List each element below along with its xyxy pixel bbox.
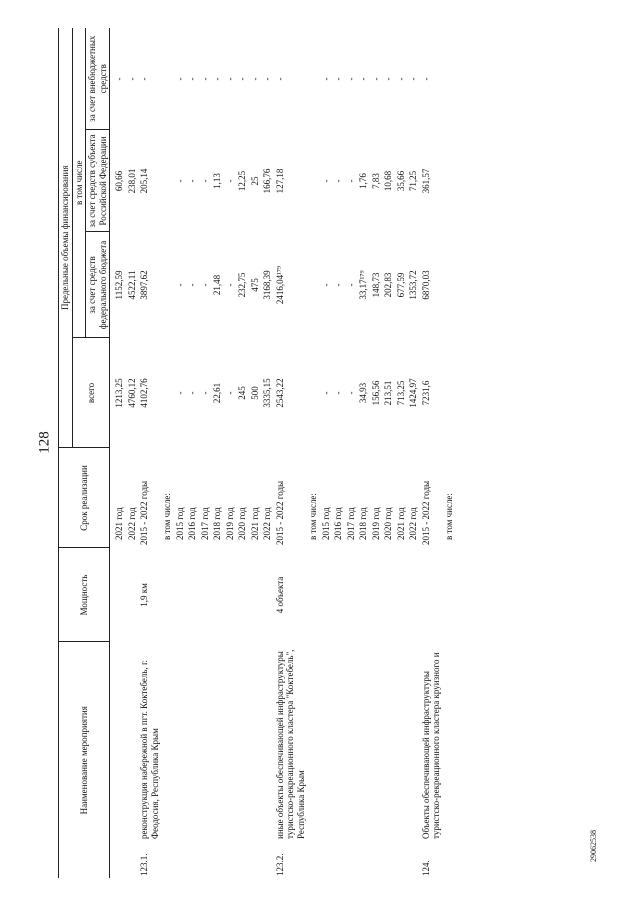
cell-term: 2015 - 2022 годы (420, 480, 431, 545)
cell-term: 2019 год (370, 507, 381, 540)
cell-code (224, 842, 237, 878)
cell-total: 2543,22 (274, 378, 285, 408)
cell-federal: - (187, 283, 197, 287)
table-row (138, 28, 161, 878)
cell-regional: 205,14 (139, 168, 149, 194)
table-row (113, 28, 126, 878)
cell-code (236, 842, 249, 878)
cell-extra: - (345, 77, 356, 81)
cell-regional: 1,13 (212, 173, 222, 189)
cell-total: 1424,97 (408, 378, 418, 408)
cell-federal: - (333, 283, 343, 287)
cell-federal: - (199, 283, 210, 287)
cell-regional: - (320, 179, 331, 183)
cell-name (357, 642, 370, 842)
table-row (161, 28, 174, 878)
cell-term: 2019 год (224, 507, 235, 540)
cell-code (249, 842, 262, 878)
cell-regional: 25 (249, 176, 260, 186)
header-limit: Предельные объемы финансирования (59, 28, 73, 448)
header-regional: за счет средств субъекта Российской Федерации (86, 130, 110, 232)
cell-capacity (370, 548, 383, 642)
cell-code (370, 842, 383, 878)
cell-total (307, 338, 320, 448)
cell-capacity (161, 548, 174, 642)
cell-code (174, 842, 187, 878)
cell-federal: 232,75 (237, 272, 247, 298)
cell-total: - (174, 391, 185, 395)
cell-total: 34,93 (358, 382, 368, 404)
cell-name: реконструкция набережной в пгт. Коктебель, г. Феодосия, Республика Крым (139, 660, 160, 839)
cell-name (113, 642, 126, 842)
rotated-document (58, 28, 638, 878)
cell-regional: - (345, 179, 356, 183)
cell-regional: - (224, 179, 235, 183)
cell-name (161, 642, 174, 842)
cell-code (332, 842, 345, 878)
cell-name (370, 642, 383, 842)
cell-term: 2020 год (383, 507, 393, 540)
cell-extra: - (420, 77, 431, 81)
cell-extra: - (262, 77, 272, 81)
cell-capacity (407, 548, 420, 642)
cell-total: 156,56 (370, 380, 381, 406)
cell-extra: - (320, 77, 331, 81)
cell-name (249, 642, 262, 842)
cell-total: 4102,76 (139, 378, 149, 408)
page-number: 128 (36, 431, 53, 454)
cell-capacity (357, 548, 370, 642)
cell-name (224, 642, 237, 842)
table-row (249, 28, 262, 878)
cell-name (320, 642, 333, 842)
cell-capacity (320, 548, 333, 642)
cell-capacity (420, 548, 443, 642)
header-federal: за счет средств федерального бюджета (86, 232, 110, 338)
cell-code (186, 842, 199, 878)
cell-capacity (332, 548, 345, 642)
cell-name (443, 642, 456, 842)
cell-term: 2016 год (333, 507, 343, 540)
cell-code (407, 842, 420, 878)
table-row (370, 28, 383, 878)
cell-regional: 71,25 (408, 170, 418, 192)
cell-federal: 6870,03 (420, 270, 431, 300)
cell-name (174, 642, 187, 842)
cell-federal: 2416,04¹⁷⁹ (274, 265, 285, 305)
table-row (320, 28, 333, 878)
cell-federal: - (224, 283, 235, 287)
cell-federal: 3168,39 (262, 270, 272, 300)
cell-extra: - (383, 77, 393, 81)
cell-federal: - (174, 283, 185, 287)
cell-capacity (186, 548, 199, 642)
cell-code (395, 842, 408, 878)
cell-extra (307, 28, 320, 130)
cell-total: - (320, 391, 331, 395)
cell-extra: - (395, 77, 406, 81)
cell-capacity (395, 548, 408, 642)
cell-capacity (113, 548, 126, 642)
cell-term: в том числе: (162, 493, 172, 540)
table-row (126, 28, 139, 878)
cell-code (307, 842, 320, 878)
cell-extra: - (333, 77, 343, 81)
cell-total: - (345, 391, 356, 395)
cell-name: Объекты обеспечивающей инфраструктуры туристско-рекреационного кластера круизного и (420, 652, 441, 839)
cell-term: 2020 год (237, 507, 247, 540)
header-total: всего (72, 338, 110, 448)
cell-total: 1213,25 (114, 378, 124, 408)
cell-regional (443, 130, 456, 232)
cell-regional: 238,01 (126, 168, 137, 194)
cell-term: 2022 год (126, 507, 137, 540)
table-row (420, 28, 443, 878)
cell-name (407, 642, 420, 842)
cell-capacity: 1,9 км (139, 583, 149, 607)
cell-regional (161, 130, 174, 232)
cell-term: 2015 - 2022 годы (274, 480, 285, 545)
cell-extra: - (358, 77, 368, 81)
cell-regional: 127,18 (274, 168, 285, 194)
table-row (211, 28, 224, 878)
cell-regional: - (333, 179, 343, 183)
table-row (199, 28, 212, 878)
cell-capacity (199, 548, 212, 642)
header-extra: за счет внебюджетных средств (86, 28, 110, 130)
cell-name: иные объекты обеспечивающей инфраструктуры туристско-рекреационного кластера "Коктебель", Республика Крым (274, 649, 306, 839)
cell-term: 2021 год (249, 507, 260, 540)
table-row (274, 28, 308, 878)
cell-federal: 475 (249, 278, 260, 292)
table-row (382, 28, 395, 878)
cell-capacity (211, 548, 224, 642)
cell-code (345, 842, 358, 878)
cell-name (186, 642, 199, 842)
table-row (186, 28, 199, 878)
cell-code: 123.1. (139, 853, 149, 876)
cell-regional: 7,83 (370, 173, 381, 189)
cell-name (307, 642, 320, 842)
cell-total: 245 (237, 386, 247, 400)
cell-name (395, 642, 408, 842)
cell-federal: 148,73 (370, 272, 381, 298)
cell-extra: - (224, 77, 235, 81)
cell-total: 22,61 (212, 382, 222, 404)
cell-total (161, 338, 174, 448)
cell-federal: 21,48 (212, 274, 222, 296)
cell-regional: - (199, 179, 210, 183)
cell-total: - (224, 391, 235, 395)
table-header (59, 28, 110, 878)
cell-regional: 361,57 (420, 168, 431, 194)
cell-code (199, 842, 212, 878)
cell-code (382, 842, 395, 878)
cell-capacity (224, 548, 237, 642)
cell-term: 2022 год (262, 507, 272, 540)
cell-total: - (187, 391, 197, 395)
cell-regional: 12,25 (237, 170, 247, 192)
cell-capacity (236, 548, 249, 642)
cell-extra: - (114, 77, 124, 81)
cell-extra: - (237, 77, 247, 81)
cell-extra (443, 28, 456, 130)
cell-term: в том числе: (443, 493, 454, 540)
table-row (345, 28, 358, 878)
cell-extra: - (212, 77, 222, 81)
header-term: Срок реализации (59, 448, 110, 548)
cell-code (261, 842, 274, 878)
cell-total: 713,25 (395, 380, 406, 406)
cell-term: 2018 год (358, 507, 368, 540)
cell-regional: 10,68 (383, 170, 393, 192)
cell-term: 2017 год (199, 507, 210, 540)
cell-name (332, 642, 345, 842)
table-row (443, 28, 456, 878)
cell-code (211, 842, 224, 878)
cell-federal: 202,83 (383, 272, 393, 298)
cell-regional: - (187, 179, 197, 183)
cell-total: 500 (249, 386, 260, 400)
cell-code (161, 842, 174, 878)
cell-term: 2021 год (114, 507, 124, 540)
cell-name (345, 642, 358, 842)
cell-total: - (333, 391, 343, 395)
cell-federal: 4522,11 (126, 270, 137, 300)
cell-term: 2022 год (408, 507, 418, 540)
table-row (174, 28, 187, 878)
cell-extra: - (249, 77, 260, 81)
cell-term: 2021 год (395, 507, 406, 540)
cell-code (113, 842, 126, 878)
cell-code (443, 842, 456, 878)
cell-code: 123.2. (274, 853, 285, 876)
header-in-that: в том числе (72, 28, 86, 338)
table-row (224, 28, 237, 878)
cell-federal (443, 232, 456, 338)
cell-term: 2018 год (212, 507, 222, 540)
cell-extra (161, 28, 174, 130)
cell-total: - (199, 391, 210, 395)
table-row (357, 28, 370, 878)
cell-capacity (249, 548, 262, 642)
table-row (407, 28, 420, 878)
cell-total: 7231,6 (420, 380, 431, 406)
cell-total (443, 338, 456, 448)
cell-capacity (261, 548, 274, 642)
cell-regional: 60,66 (114, 170, 124, 192)
cell-federal: - (345, 283, 356, 287)
cell-code: 124. (420, 860, 431, 876)
cell-capacity (345, 548, 358, 642)
cell-extra: - (274, 77, 285, 81)
cell-name (382, 642, 395, 842)
cell-federal: 677,59 (395, 272, 406, 298)
header-name: Наименование мероприятия (59, 642, 110, 878)
cell-name (261, 642, 274, 842)
cell-capacity (174, 548, 187, 642)
financing-table (58, 28, 455, 878)
cell-federal: 1152,59 (114, 270, 124, 300)
table-row (236, 28, 249, 878)
cell-term: в том числе: (308, 493, 318, 540)
cell-regional: 35,66 (395, 170, 406, 192)
cell-capacity (443, 548, 456, 642)
cell-code (357, 842, 370, 878)
cell-capacity: 4 объекта (274, 576, 285, 614)
cell-term: 2017 год (345, 507, 356, 540)
cell-extra: - (370, 77, 381, 81)
cell-federal (161, 232, 174, 338)
cell-code (320, 842, 333, 878)
cell-name (236, 642, 249, 842)
cell-name (126, 642, 139, 842)
table-body (110, 28, 456, 878)
cell-regional: - (174, 179, 185, 183)
cell-extra: - (408, 77, 418, 81)
cell-capacity (126, 548, 139, 642)
cell-total: 4760,12 (126, 378, 137, 408)
cell-federal: 1353,72 (408, 270, 418, 300)
table-row (307, 28, 320, 878)
cell-federal: 3897,62 (139, 270, 149, 300)
cell-term: 2015 год (174, 507, 185, 540)
cell-regional: 1,76 (358, 173, 368, 189)
cell-extra: - (187, 77, 197, 81)
cell-term: 2016 год (187, 507, 197, 540)
cell-federal (307, 232, 320, 338)
cell-total: 3335,15 (262, 378, 272, 408)
table-row (395, 28, 408, 878)
cell-code (126, 842, 139, 878)
cell-name (211, 642, 224, 842)
cell-federal: 33,17¹⁷⁹ (358, 270, 368, 300)
document-code: 29062538 (589, 830, 598, 862)
table-row (261, 28, 274, 878)
cell-name (199, 642, 212, 842)
cell-extra: - (199, 77, 210, 81)
cell-term: 2015 год (320, 507, 331, 540)
cell-extra: - (174, 77, 185, 81)
cell-regional: 166,76 (262, 168, 272, 194)
cell-capacity (382, 548, 395, 642)
cell-extra: - (126, 77, 137, 81)
cell-federal: - (320, 283, 331, 287)
cell-extra: - (139, 77, 149, 81)
cell-total: 213,51 (383, 380, 393, 406)
cell-capacity (307, 548, 320, 642)
cell-term: 2015 - 2022 годы (139, 480, 149, 545)
cell-regional (307, 130, 320, 232)
table-row (332, 28, 345, 878)
header-capacity: Мощность (59, 548, 110, 642)
